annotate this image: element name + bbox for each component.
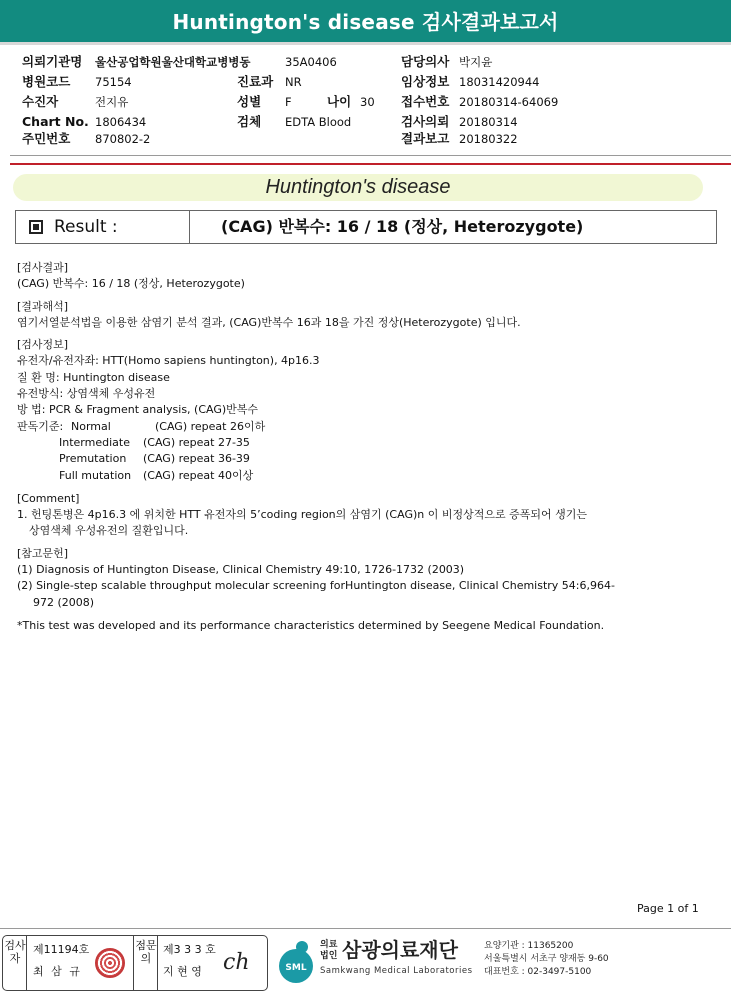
info-value: 30 [360,95,375,109]
reference-item: 972 (2008) [33,595,95,609]
result-label-cell [16,211,190,243]
phone: 대표번호 : 02-3497-5100 [484,967,592,977]
examiner-label-cell [3,936,27,990]
info-value: 박지윤 [459,55,493,69]
address: 서울특별시 서초구 양재동 9-60 [484,954,609,964]
section-banner [13,174,703,201]
reference-item: (2) Single-step scalable throughput molecular screening forHuntington disease, Clinical Chemistry 54:6,964- [17,579,615,593]
logo-head-shape [296,941,308,953]
comment-heading: [Comment] [17,491,80,505]
info-heading: [검사정보] [17,338,69,352]
logo-text: SML [285,963,307,973]
report-title-bar [0,0,731,45]
info-doctor [401,55,541,69]
foundation-contact [484,940,609,979]
info-label: 담당의사 [401,54,450,69]
disease-line: 질 환 명: Huntington disease [17,370,170,384]
interp-heading: [결과해석] [17,299,69,313]
gene-line: 유전자/유전자좌: HTT(Homo sapiens huntington), 4p16.3 [17,354,320,368]
info-sex [237,95,317,109]
interp-line: 염기서열분석법을 이용한 삼염기 분석 결과, (CAG)반복수 16과 18을 가진 정상(Heterozygote) 입니다. [17,315,521,329]
divider [10,155,731,156]
comment-line: 1. 헌팅톤병은 4p16.3 에 위치한 HTT 유전자의 5’coding region의 삼염기 (CAG)n 이 비정상적으로 증폭되어 생기는 [17,508,587,522]
report-body [17,260,615,611]
info-age [327,95,387,109]
examiner-license: 제11194호 [33,943,90,956]
criteria-value: (CAG) repeat 26이하 [155,419,266,433]
info-label: Chart No. [22,114,89,129]
info-department [237,75,377,89]
info-value: 전지유 [95,95,129,109]
result-value: (CAG) 반복수: 16 / 18 (정상, Heterozygote) [221,217,584,236]
reviewer-name: 지 현 영 [163,965,202,978]
info-label: 임상정보 [401,74,450,89]
info-value: 20180322 [459,132,518,146]
info-label: 의뢰기관명 [22,54,83,69]
section-title: Huntington's disease [265,176,451,198]
examiner-name: 최 삼 규 [33,965,82,978]
info-value: 1806434 [95,115,147,129]
footer-divider [0,928,731,929]
criteria-value: (CAG) repeat 40이상 [143,468,254,482]
criteria-row [17,435,615,451]
info-value: F [285,95,292,109]
info-ward-code [285,55,375,69]
report-title: Huntington's disease 검사결과보고서 [172,10,559,34]
comment-line: 상염색체 우성유전의 질환입니다. [29,524,189,538]
info-label: 주민번호 [22,131,71,146]
result-box [15,210,717,244]
info-label: 진료과 [237,74,274,89]
info-value: 18031420944 [459,75,540,89]
criteria-name: Normal [71,419,111,433]
criteria-value: (CAG) repeat 27-35 [143,435,250,449]
info-report-date [401,132,571,146]
examiner-label: 검사자 [4,939,26,965]
criteria-name: Premutation [59,452,127,466]
info-value: 20180314-64069 [459,95,559,109]
inheritance-line: 유전방식: 상염색체 우성유전 [17,387,156,401]
care-number: 요양기관 : 11365200 [484,941,574,951]
legal-badge [320,940,337,962]
signature-box [2,935,268,991]
foundation-logo [272,938,320,986]
info-value: 75154 [95,75,132,89]
foundation-name: 삼광의료재단 [342,938,458,962]
criteria-row [17,451,615,467]
criteria-name: Full mutation [59,468,132,482]
info-institution [22,55,282,69]
info-value: EDTA Blood [285,115,352,129]
result-label: Result : [54,217,118,237]
refs-heading: [참고문헌] [17,546,69,560]
legal-bottom: 법인 [320,951,338,961]
info-value: 870802-2 [95,132,151,146]
info-resident-no [22,132,222,146]
divider-accent [10,163,731,165]
checkbox-icon [29,220,43,234]
reviewer-label-cell [134,936,158,990]
seal-stamp [95,948,125,978]
info-value: 울산공업학원울산대학교병병동 [95,55,251,69]
criteria-label: 판독기준: [17,419,64,433]
criteria-value: (CAG) repeat 36-39 [143,452,250,466]
reference-item: (1) Diagnosis of Huntington Disease, Clinical Chemistry 49:10, 1726-1732 (2003) [17,563,465,577]
info-label: 접수번호 [401,94,450,109]
footnote: *This test was developed and its performance characteristics determined by Seegene Medical Foundation. [17,619,605,632]
signature: ch [223,950,250,975]
info-clinical [401,75,571,89]
reviewer-label: 점문의 [135,939,157,965]
info-label: 수진자 [22,94,59,109]
page-number: Page 1 of 1 [637,902,699,915]
info-label: 검체 [237,114,262,129]
info-chart-no [22,115,222,129]
info-label: 성별 [237,94,262,109]
criteria-name: Intermediate [59,435,130,449]
info-value: 35A0406 [285,55,337,69]
result-line: (CAG) 반복수: 16 / 18 (정상, Heterozygote) [17,277,245,291]
info-hospital-code [22,75,222,89]
info-label: 결과보고 [401,131,450,146]
info-value: NR [285,75,302,89]
result-heading: [검사결과] [17,261,69,274]
info-value: 20180314 [459,115,518,129]
criteria-row [17,468,615,484]
criteria-row [17,419,615,435]
info-request-date [401,115,571,129]
legal-top: 의료 [320,940,338,950]
method-line: 방 법: PCR & Fragment analysis, (CAG)반복수 [17,403,259,417]
info-label: 병원코드 [22,74,71,89]
info-label: 검사의뢰 [401,114,450,129]
info-specimen [237,115,387,129]
info-label: 나이 [327,94,352,109]
foundation-name-en: Samkwang Medical Laboratories [320,966,473,976]
info-receipt-no [401,95,571,109]
info-collector [22,95,222,109]
reviewer-license: 제3 3 3 호 [163,943,216,956]
